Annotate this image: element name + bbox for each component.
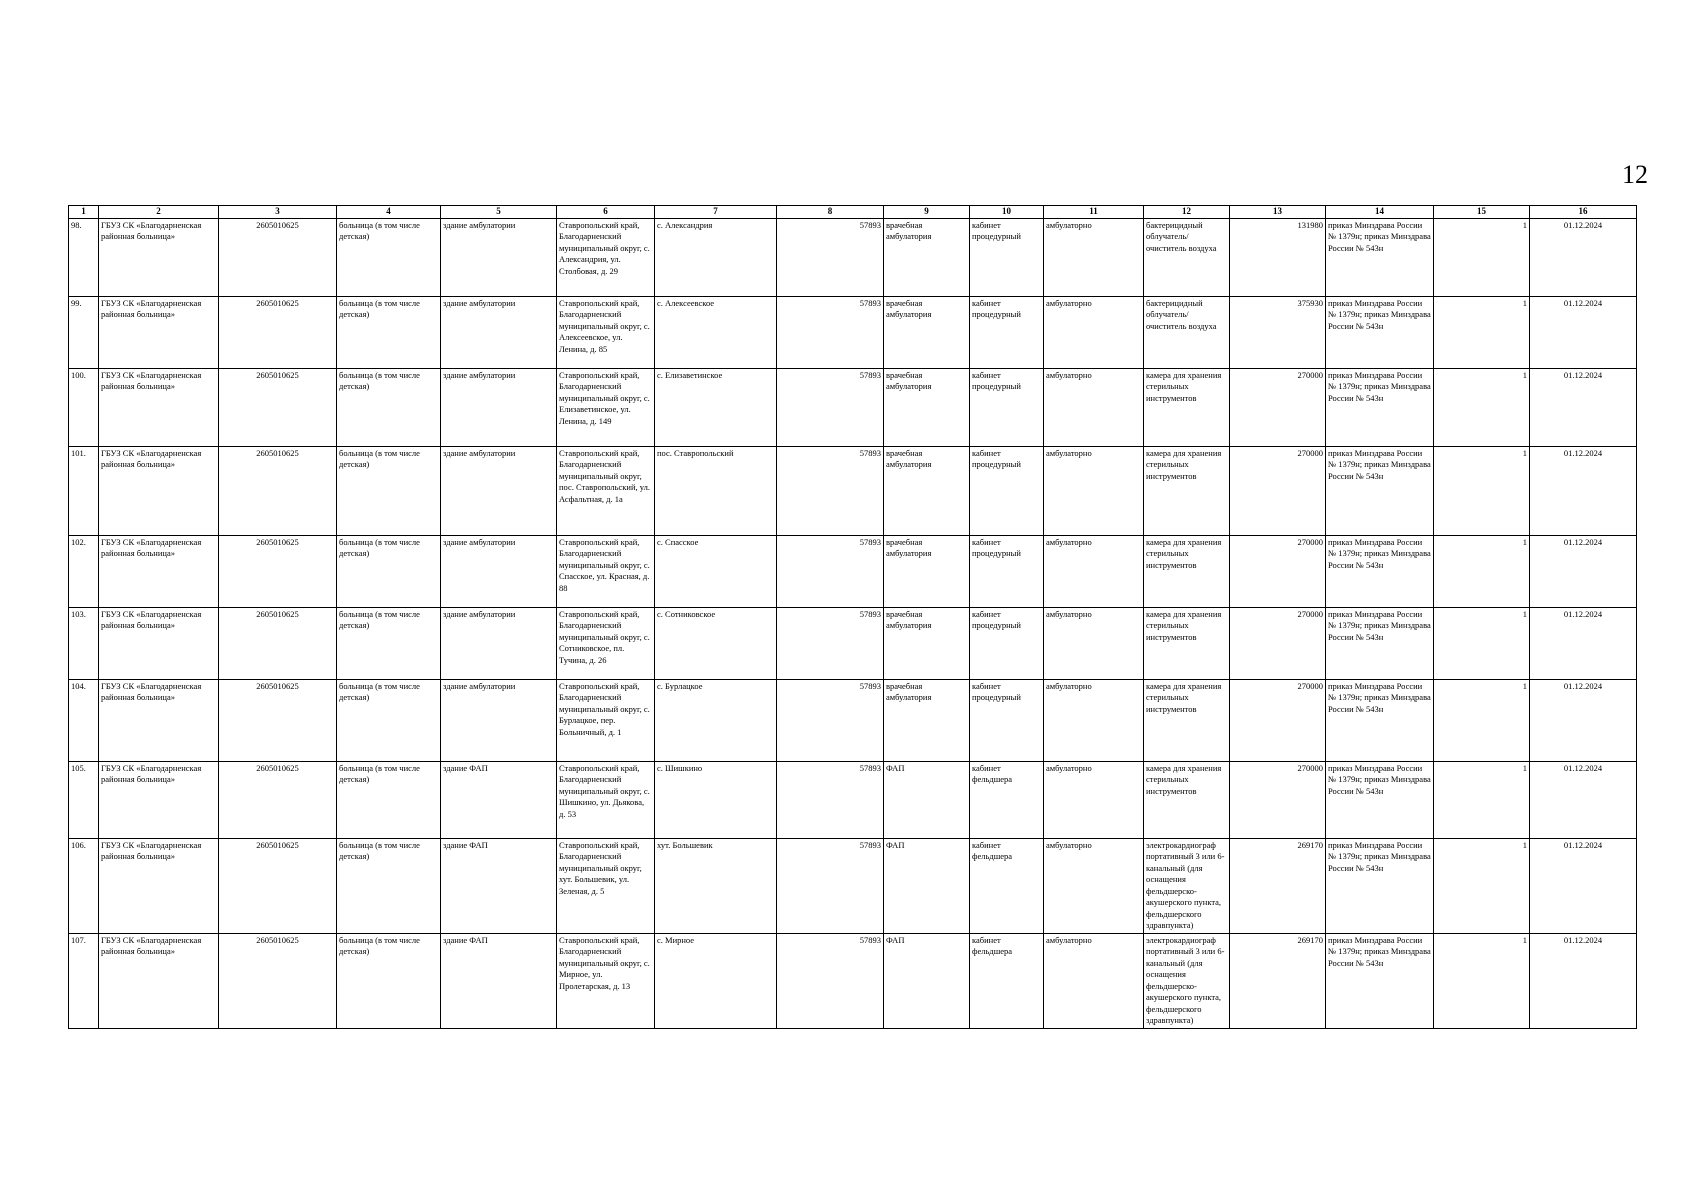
inn-code: 2605010625 xyxy=(219,296,337,368)
building-name: здание ФАП xyxy=(441,933,557,1028)
price-value: 269170 xyxy=(1230,838,1326,933)
room-name: кабинет фельдшера xyxy=(970,761,1044,838)
unit-name: врачебная амбулатория xyxy=(884,218,970,296)
address: Ставропольский край, Благодарненский муниципальный округ, хут. Большевик, ул. Зеленая, д. 5 xyxy=(557,838,655,933)
regulation-basis: приказ Минздрава России № 1379н; приказ Минздрава России № 543н xyxy=(1326,933,1434,1028)
date-value: 01.12.2024 xyxy=(1530,933,1637,1028)
settlement-name: с. Шишкино xyxy=(655,761,777,838)
oktmo-code: 57893 xyxy=(777,607,884,679)
oktmo-code: 57893 xyxy=(777,838,884,933)
organization-name: ГБУЗ СК «Благодарненская районная больница» xyxy=(99,296,219,368)
quantity: 1 xyxy=(1434,679,1530,761)
unit-name: ФАП xyxy=(884,761,970,838)
column-header: 11 xyxy=(1044,206,1144,219)
column-header: 8 xyxy=(777,206,884,219)
settlement-name: с. Спасское xyxy=(655,535,777,607)
table-row xyxy=(69,838,1637,933)
quantity: 1 xyxy=(1434,218,1530,296)
date-value: 01.12.2024 xyxy=(1530,368,1637,446)
price-value: 270000 xyxy=(1230,761,1326,838)
column-header: 10 xyxy=(970,206,1044,219)
service-mode: амбулаторно xyxy=(1044,933,1144,1028)
equipment-name: бактерицидный облучатель/очиститель воздуха xyxy=(1144,296,1230,368)
table-row xyxy=(69,446,1637,535)
price-value: 270000 xyxy=(1230,368,1326,446)
column-header: 14 xyxy=(1326,206,1434,219)
organization-name: ГБУЗ СК «Благодарненская районная больница» xyxy=(99,368,219,446)
address: Ставропольский край, Благодарненский муниципальный округ, с. Александрия, ул. Столбовая, д. 29 xyxy=(557,218,655,296)
regulation-basis: приказ Минздрава России № 1379н; приказ Минздрава России № 543н xyxy=(1326,296,1434,368)
inn-code: 2605010625 xyxy=(219,679,337,761)
oktmo-code: 57893 xyxy=(777,761,884,838)
regulation-basis: приказ Минздрава России № 1379н; приказ Минздрава России № 543н xyxy=(1326,218,1434,296)
column-header: 7 xyxy=(655,206,777,219)
room-name: кабинет процедурный xyxy=(970,679,1044,761)
inn-code: 2605010625 xyxy=(219,218,337,296)
row-number: 107. xyxy=(69,933,99,1028)
room-name: кабинет процедурный xyxy=(970,296,1044,368)
room-name: кабинет процедурный xyxy=(970,368,1044,446)
quantity: 1 xyxy=(1434,446,1530,535)
equipment-name: камера для хранения стерильных инструментов xyxy=(1144,761,1230,838)
price-value: 270000 xyxy=(1230,535,1326,607)
column-header: 12 xyxy=(1144,206,1230,219)
equipment-name: камера для хранения стерильных инструментов xyxy=(1144,368,1230,446)
settlement-name: с. Сотниковское xyxy=(655,607,777,679)
room-name: кабинет процедурный xyxy=(970,535,1044,607)
inn-code: 2605010625 xyxy=(219,838,337,933)
date-value: 01.12.2024 xyxy=(1530,296,1637,368)
header-row xyxy=(69,206,1637,219)
facility-type: больница (в том числе детская) xyxy=(337,679,441,761)
facility-type: больница (в том числе детская) xyxy=(337,446,441,535)
unit-name: врачебная амбулатория xyxy=(884,368,970,446)
page-number: 12 xyxy=(1622,160,1648,189)
address: Ставропольский край, Благодарненский муниципальный округ, с. Елизаветинское, ул. Ленина, д. 149 xyxy=(557,368,655,446)
column-header: 13 xyxy=(1230,206,1326,219)
date-value: 01.12.2024 xyxy=(1530,218,1637,296)
table-row xyxy=(69,535,1637,607)
building-name: здание амбулатории xyxy=(441,535,557,607)
settlement-name: с. Александрия xyxy=(655,218,777,296)
unit-name: врачебная амбулатория xyxy=(884,535,970,607)
organization-name: ГБУЗ СК «Благодарненская районная больница» xyxy=(99,761,219,838)
quantity: 1 xyxy=(1434,368,1530,446)
quantity: 1 xyxy=(1434,607,1530,679)
table-row xyxy=(69,607,1637,679)
price-value: 270000 xyxy=(1230,679,1326,761)
column-header: 3 xyxy=(219,206,337,219)
price-value: 131980 xyxy=(1230,218,1326,296)
room-name: кабинет процедурный xyxy=(970,607,1044,679)
organization-name: ГБУЗ СК «Благодарненская районная больница» xyxy=(99,679,219,761)
settlement-name: с. Бурлацкое xyxy=(655,679,777,761)
equipment-name: камера для хранения стерильных инструментов xyxy=(1144,446,1230,535)
settlement-name: с. Алексеевское xyxy=(655,296,777,368)
settlement-name: с. Елизаветинское xyxy=(655,368,777,446)
price-value: 270000 xyxy=(1230,446,1326,535)
table-row xyxy=(69,761,1637,838)
organization-name: ГБУЗ СК «Благодарненская районная больница» xyxy=(99,607,219,679)
date-value: 01.12.2024 xyxy=(1530,679,1637,761)
oktmo-code: 57893 xyxy=(777,296,884,368)
row-number: 106. xyxy=(69,838,99,933)
inn-code: 2605010625 xyxy=(219,446,337,535)
facility-type: больница (в том числе детская) xyxy=(337,933,441,1028)
quantity: 1 xyxy=(1434,296,1530,368)
column-header: 2 xyxy=(99,206,219,219)
inn-code: 2605010625 xyxy=(219,761,337,838)
facility-type: больница (в том числе детская) xyxy=(337,838,441,933)
price-value: 270000 xyxy=(1230,607,1326,679)
unit-name: врачебная амбулатория xyxy=(884,607,970,679)
building-name: здание амбулатории xyxy=(441,296,557,368)
unit-name: ФАП xyxy=(884,933,970,1028)
building-name: здание ФАП xyxy=(441,761,557,838)
facility-type: больница (в том числе детская) xyxy=(337,761,441,838)
service-mode: амбулаторно xyxy=(1044,218,1144,296)
unit-name: врачебная амбулатория xyxy=(884,296,970,368)
equipment-name: камера для хранения стерильных инструментов xyxy=(1144,607,1230,679)
row-number: 104. xyxy=(69,679,99,761)
regulation-basis: приказ Минздрава России № 1379н; приказ Минздрава России № 543н xyxy=(1326,607,1434,679)
service-mode: амбулаторно xyxy=(1044,838,1144,933)
row-number: 105. xyxy=(69,761,99,838)
price-value: 269170 xyxy=(1230,933,1326,1028)
building-name: здание амбулатории xyxy=(441,218,557,296)
table-body xyxy=(69,218,1637,1028)
organization-name: ГБУЗ СК «Благодарненская районная больница» xyxy=(99,535,219,607)
service-mode: амбулаторно xyxy=(1044,296,1144,368)
row-number: 103. xyxy=(69,607,99,679)
price-value: 375930 xyxy=(1230,296,1326,368)
inn-code: 2605010625 xyxy=(219,535,337,607)
column-header: 5 xyxy=(441,206,557,219)
building-name: здание ФАП xyxy=(441,838,557,933)
regulation-basis: приказ Минздрава России № 1379н; приказ Минздрава России № 543н xyxy=(1326,535,1434,607)
unit-name: ФАП xyxy=(884,838,970,933)
quantity: 1 xyxy=(1434,535,1530,607)
quantity: 1 xyxy=(1434,838,1530,933)
service-mode: амбулаторно xyxy=(1044,679,1144,761)
oktmo-code: 57893 xyxy=(777,933,884,1028)
equipment-name: камера для хранения стерильных инструментов xyxy=(1144,535,1230,607)
building-name: здание амбулатории xyxy=(441,679,557,761)
column-header: 9 xyxy=(884,206,970,219)
inn-code: 2605010625 xyxy=(219,607,337,679)
address: Ставропольский край, Благодарненский муниципальный округ, с. Шишкино, ул. Дьякова, д. 53 xyxy=(557,761,655,838)
column-header: 1 xyxy=(69,206,99,219)
settlement-name: хут. Большевик xyxy=(655,838,777,933)
organization-name: ГБУЗ СК «Благодарненская районная больница» xyxy=(99,446,219,535)
building-name: здание амбулатории xyxy=(441,446,557,535)
room-name: кабинет процедурный xyxy=(970,446,1044,535)
row-number: 100. xyxy=(69,368,99,446)
column-header: 4 xyxy=(337,206,441,219)
table-row xyxy=(69,296,1637,368)
unit-name: врачебная амбулатория xyxy=(884,679,970,761)
row-number: 102. xyxy=(69,535,99,607)
room-name: кабинет фельдшера xyxy=(970,933,1044,1028)
oktmo-code: 57893 xyxy=(777,218,884,296)
quantity: 1 xyxy=(1434,761,1530,838)
column-header: 6 xyxy=(557,206,655,219)
regulation-basis: приказ Минздрава России № 1379н; приказ Минздрава России № 543н xyxy=(1326,679,1434,761)
service-mode: амбулаторно xyxy=(1044,535,1144,607)
address: Ставропольский край, Благодарненский муниципальный округ, с. Сотниковское, пл. Тучина, д. 26 xyxy=(557,607,655,679)
unit-name: врачебная амбулатория xyxy=(884,446,970,535)
table-row xyxy=(69,679,1637,761)
regulation-basis: приказ Минздрава России № 1379н; приказ Минздрава России № 543н xyxy=(1326,838,1434,933)
date-value: 01.12.2024 xyxy=(1530,838,1637,933)
room-name: кабинет фельдшера xyxy=(970,838,1044,933)
table-row xyxy=(69,933,1637,1028)
address: Ставропольский край, Благодарненский муниципальный округ, пос. Ставропольский, ул. Асфальтная, д. 1а xyxy=(557,446,655,535)
regulation-basis: приказ Минздрава России № 1379н; приказ Минздрава России № 543н xyxy=(1326,368,1434,446)
date-value: 01.12.2024 xyxy=(1530,761,1637,838)
regulation-basis: приказ Минздрава России № 1379н; приказ Минздрава России № 543н xyxy=(1326,761,1434,838)
date-value: 01.12.2024 xyxy=(1530,607,1637,679)
inn-code: 2605010625 xyxy=(219,368,337,446)
room-name: кабинет процедурный xyxy=(970,218,1044,296)
equipment-name: камера для хранения стерильных инструментов xyxy=(1144,679,1230,761)
oktmo-code: 57893 xyxy=(777,368,884,446)
facility-type: больница (в том числе детская) xyxy=(337,368,441,446)
service-mode: амбулаторно xyxy=(1044,607,1144,679)
inn-code: 2605010625 xyxy=(219,933,337,1028)
table-row xyxy=(69,368,1637,446)
address: Ставропольский край, Благодарненский муниципальный округ, с. Алексеевское, ул. Ленина, д. 85 xyxy=(557,296,655,368)
quantity: 1 xyxy=(1434,933,1530,1028)
service-mode: амбулаторно xyxy=(1044,368,1144,446)
building-name: здание амбулатории xyxy=(441,368,557,446)
building-name: здание амбулатории xyxy=(441,607,557,679)
equipment-name: электрокардиограф портативный 3 или 6-канальный (для оснащения фельдшерско-акушерского пункта, фельдшерского здравпункта) xyxy=(1144,838,1230,933)
settlement-name: пос. Ставропольский xyxy=(655,446,777,535)
service-mode: амбулаторно xyxy=(1044,761,1144,838)
facility-type: больница (в том числе детская) xyxy=(337,535,441,607)
regulation-basis: приказ Минздрава России № 1379н; приказ Минздрава России № 543н xyxy=(1326,446,1434,535)
address: Ставропольский край, Благодарненский муниципальный округ, с. Мирное, ул. Пролетарская, д. 13 xyxy=(557,933,655,1028)
equipment-name: бактерицидный облучатель/очиститель воздуха xyxy=(1144,218,1230,296)
organization-name: ГБУЗ СК «Благодарненская районная больница» xyxy=(99,838,219,933)
facility-type: больница (в том числе детская) xyxy=(337,607,441,679)
equipment-table xyxy=(68,205,1637,1029)
column-header: 16 xyxy=(1530,206,1637,219)
settlement-name: с. Мирное xyxy=(655,933,777,1028)
column-header: 15 xyxy=(1434,206,1530,219)
organization-name: ГБУЗ СК «Благодарненская районная больница» xyxy=(99,933,219,1028)
row-number: 98. xyxy=(69,218,99,296)
oktmo-code: 57893 xyxy=(777,535,884,607)
table-row xyxy=(69,218,1637,296)
organization-name: ГБУЗ СК «Благодарненская районная больница» xyxy=(99,218,219,296)
oktmo-code: 57893 xyxy=(777,446,884,535)
equipment-name: электрокардиограф портативный 3 или 6-канальный (для оснащения фельдшерско-акушерского пункта, фельдшерского здравпункта) xyxy=(1144,933,1230,1028)
date-value: 01.12.2024 xyxy=(1530,535,1637,607)
row-number: 101. xyxy=(69,446,99,535)
address: Ставропольский край, Благодарненский муниципальный округ, с. Бурлацкое, пер. Больничный, д. 1 xyxy=(557,679,655,761)
date-value: 01.12.2024 xyxy=(1530,446,1637,535)
facility-type: больница (в том числе детская) xyxy=(337,218,441,296)
row-number: 99. xyxy=(69,296,99,368)
oktmo-code: 57893 xyxy=(777,679,884,761)
address: Ставропольский край, Благодарненский муниципальный округ, с. Спасское, ул. Красная, д. 88 xyxy=(557,535,655,607)
facility-type: больница (в том числе детская) xyxy=(337,296,441,368)
service-mode: амбулаторно xyxy=(1044,446,1144,535)
